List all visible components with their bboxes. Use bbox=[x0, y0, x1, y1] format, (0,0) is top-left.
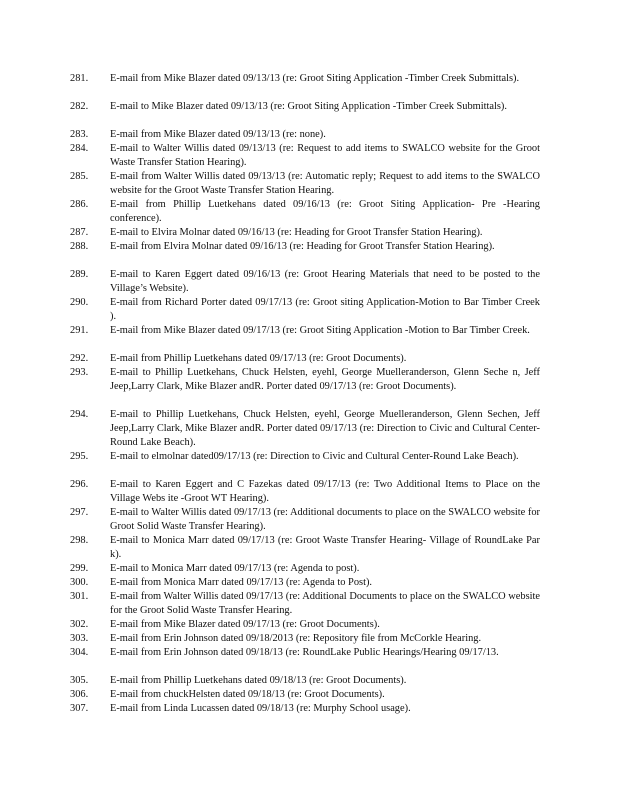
item-text: E-mail to Monica Marr dated 09/17/13 (re: Agenda to post). bbox=[110, 563, 360, 574]
item-text: E-mail to Karen Eggert dated 09/16/13 (re: Groot Hearing Materials that need to be posted to the Village’s Website). bbox=[110, 269, 540, 294]
item-number: 290. bbox=[70, 297, 89, 308]
item-number: 305. bbox=[70, 675, 89, 686]
item-text: E-mail to Walter Willis dated 09/17/13 (re: Additional documents to place on the SWALCO website for Groot Solid Waste Transfer Hearing). bbox=[110, 507, 540, 532]
item-number: 301. bbox=[70, 591, 89, 602]
item-number: 287. bbox=[70, 227, 89, 238]
item-number: 297. bbox=[70, 507, 89, 518]
item-number: 307. bbox=[70, 703, 89, 714]
item-text: E-mail to Phillip Luetkehans, Chuck Helsten, eyehl, George Muelleranderson, Glenn Sechen, Jeff Jeep,Larry Clark, Mike Blazer andR. Porter dated 09/17/13 (re: Direction to Civic and Cultural Center- Round Lake Beach). bbox=[110, 409, 540, 448]
item-text: E-mail from chuckHelsten dated 09/18/13 (re: Groot Documents). bbox=[110, 689, 385, 700]
item-text: E-mail from Linda Lucassen dated 09/18/13 (re: Murphy School usage). bbox=[110, 703, 411, 714]
item-text: E-mail to elmolnar dated09/17/13 (re: Direction to Civic and Cultural Center-Round Lake Beach). bbox=[110, 451, 519, 462]
item-number: 299. bbox=[70, 563, 89, 574]
item-text: E-mail from Elvira Molnar dated 09/16/13 (re: Heading for Groot Transfer Station Hearing). bbox=[110, 241, 495, 252]
item-number: 293. bbox=[70, 367, 89, 378]
item-number: 283. bbox=[70, 129, 89, 140]
item-text: E-mail from Walter Willis dated 09/17/13 (re: Additional Documents to place on the SWALCO website for the Groot Solid Waste Transfer Hearing. bbox=[110, 591, 540, 616]
item-text: E-mail from Erin Johnson dated 09/18/13 (re: RoundLake Public Hearings/Hearing 09/17/13. bbox=[110, 647, 499, 658]
item-number: 296. bbox=[70, 479, 89, 490]
item-number: 292. bbox=[70, 353, 89, 364]
item-number: 286. bbox=[70, 199, 89, 210]
item-number: 302. bbox=[70, 619, 89, 630]
item-number: 306. bbox=[70, 689, 89, 700]
item-text: E-mail from Phillip Luetkehans dated 09/17/13 (re: Groot Documents). bbox=[110, 353, 407, 364]
item-text: E-mail from Mike Blazer dated 09/13/13 (re: Groot Siting Application -Timber Creek Submittals). bbox=[110, 73, 520, 84]
item-text: E-mail to Phillip Luetkehans, Chuck Helsten, eyehl, George Muelleranderson, Glenn Seche n, Jeff Jeep,Larry Clark, Mike Blazer andR. Porter dated 09/17/13 (re: Groot Documents). bbox=[110, 367, 540, 392]
item-number: 284. bbox=[70, 143, 89, 154]
item-number: 282. bbox=[70, 101, 89, 112]
item-number: 298. bbox=[70, 535, 89, 546]
item-number: 295. bbox=[70, 451, 89, 462]
item-text: E-mail from Monica Marr dated 09/17/13 (re: Agenda to Post). bbox=[110, 577, 373, 588]
item-text: E-mail to Mike Blazer dated 09/13/13 (re: Groot Siting Application -Timber Creek Submittals). bbox=[110, 101, 507, 112]
item-number: 285. bbox=[70, 171, 89, 182]
item-text: E-mail from Mike Blazer dated 09/17/13 (re: Groot Siting Application -Motion to Bar Timber Creek. bbox=[110, 325, 530, 336]
item-text: E-mail to Monica Marr dated 09/17/13 (re: Groot Waste Transfer Hearing- Village of RoundLake Par k). bbox=[110, 535, 540, 560]
item-number: 281. bbox=[70, 73, 89, 84]
item-number: 304. bbox=[70, 647, 89, 658]
item-text: E-mail to Karen Eggert and C Fazekas dated 09/17/13 (re: Two Additional Items to Place on the Village Webs ite -Groot WT Hearing). bbox=[110, 479, 540, 504]
item-text: E-mail to Elvira Molnar dated 09/16/13 (re: Heading for Groot Transfer Station Hearing). bbox=[110, 227, 483, 238]
item-text: E-mail from Phillip Luetkehans dated 09/16/13 (re: Groot Siting Application- Pre -Hearing conference). bbox=[110, 199, 540, 224]
item-text: E-mail from Mike Blazer dated 09/17/13 (re: Groot Documents). bbox=[110, 619, 380, 630]
item-number: 288. bbox=[70, 241, 89, 252]
item-number: 303. bbox=[70, 633, 89, 644]
item-text: E-mail from Walter Willis dated 09/13/13 (re: Automatic reply; Request to add items to the SWALCO website for the Groot Waste Transfer Station Hearing. bbox=[110, 171, 540, 196]
item-number: 294. bbox=[70, 409, 89, 420]
item-text: E-mail to Walter Willis dated 09/13/13 (re: Request to add items to SWALCO website for the Groot Waste Transfer Station Hearing). bbox=[110, 143, 540, 168]
item-number: 291. bbox=[70, 325, 89, 336]
item-text: E-mail from Phillip Luetkehans dated 09/18/13 (re: Groot Documents). bbox=[110, 675, 407, 686]
item-text: E-mail from Erin Johnson dated 09/18/2013 (re: Repository file from McCorkle Hearing. bbox=[110, 633, 482, 644]
item-text: E-mail from Mike Blazer dated 09/13/13 (re: none). bbox=[110, 129, 326, 140]
item-number: 300. bbox=[70, 577, 89, 588]
item-number: 289. bbox=[70, 269, 89, 280]
item-text: E-mail from Richard Porter dated 09/17/13 (re: Groot siting Application-Motion to Bar Timber Creek ). bbox=[110, 297, 540, 322]
